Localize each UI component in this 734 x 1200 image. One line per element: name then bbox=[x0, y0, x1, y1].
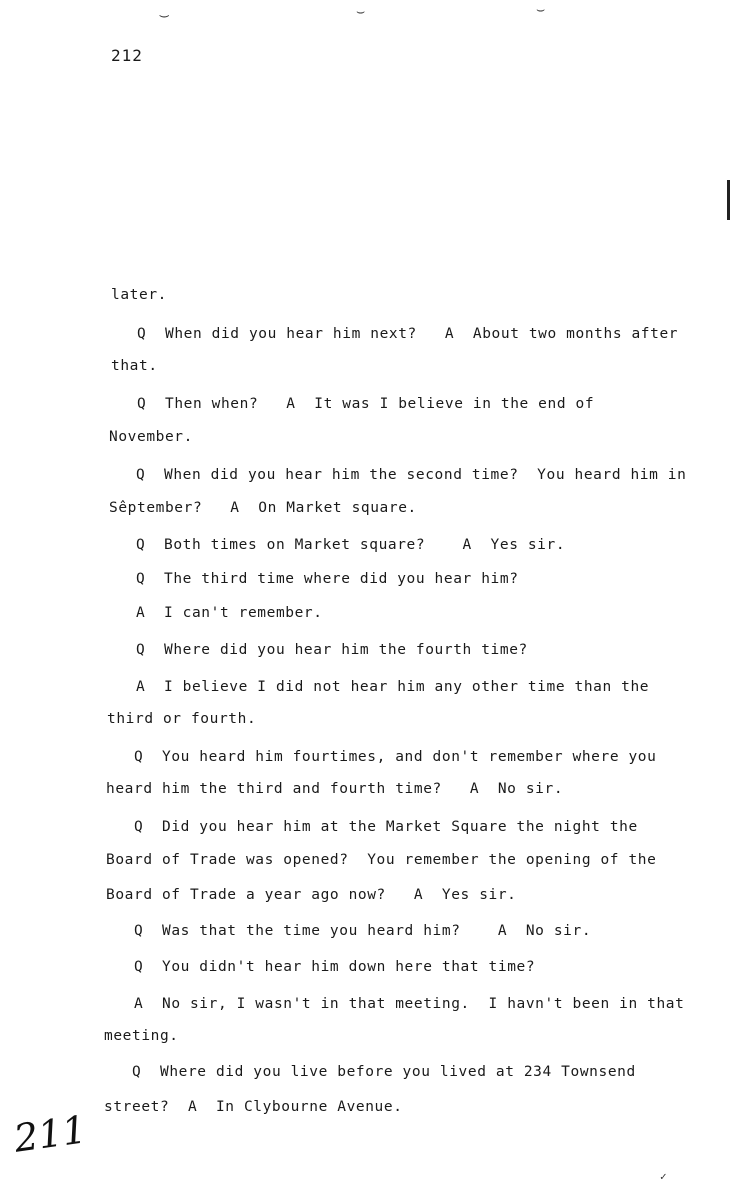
transcript-line: Q You didn't hear him down here that time? bbox=[134, 959, 536, 975]
transcript-line: meeting. bbox=[104, 1028, 179, 1044]
transcript-line: later. bbox=[111, 287, 167, 303]
scan-mark: ‿ bbox=[160, 2, 169, 18]
transcript-line: Q Both times on Market square? A Yes sir. bbox=[136, 537, 566, 553]
transcript-line: Q Where did you live before you lived at 234 Townsend bbox=[132, 1064, 636, 1080]
transcript-line: third or fourth. bbox=[107, 711, 257, 727]
transcript-line: Q When did you hear him next? A About two months after bbox=[137, 326, 679, 342]
transcript-line: Board of Trade a year ago now? A Yes sir. bbox=[106, 887, 517, 903]
transcript-line: A I believe I did not hear him any other time than the bbox=[136, 679, 650, 695]
transcript-line: heard him the third and fourth time? A No sir. bbox=[106, 781, 564, 797]
scan-edge-mark bbox=[727, 180, 730, 220]
transcript-line: Q Then when? A It was I believe in the end of bbox=[137, 396, 595, 412]
transcript-line: Q When did you hear him the second time? You heard him in bbox=[136, 467, 687, 483]
transcript-line: Board of Trade was opened? You remember the opening of the bbox=[106, 852, 657, 868]
page-number: 212 bbox=[111, 46, 143, 65]
transcript-line: November. bbox=[109, 429, 193, 445]
transcript-line: A No sir, I wasn't in that meeting. I havn't been in that bbox=[134, 996, 685, 1012]
transcript-line: Q You heard him fourtimes, and don't remember where you bbox=[134, 749, 657, 765]
transcript-line: street? A In Clybourne Avenue. bbox=[104, 1099, 403, 1115]
transcript-line: Sêptember? A On Market square. bbox=[109, 500, 417, 516]
scan-mark: ⌣ bbox=[536, 2, 546, 18]
transcript-line: A I can't remember. bbox=[136, 605, 323, 621]
handwritten-page-annotation: 211 bbox=[11, 1107, 90, 1161]
transcript-line: Q Where did you hear him the fourth time? bbox=[136, 642, 528, 658]
transcript-line: Q The third time where did you hear him? bbox=[136, 571, 519, 587]
scan-mark: ✓ bbox=[660, 1170, 667, 1183]
transcript-line: that. bbox=[111, 358, 158, 374]
scan-mark: ⌣ bbox=[356, 4, 366, 20]
transcript-line: Q Was that the time you heard him? A No sir. bbox=[134, 923, 592, 939]
transcript-line: Q Did you hear him at the Market Square the night the bbox=[134, 819, 638, 835]
